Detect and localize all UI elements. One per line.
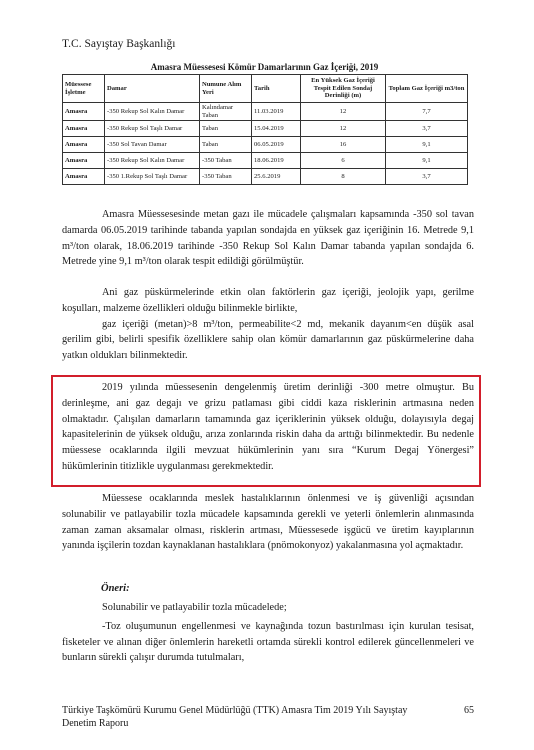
table-cell: 9,1 xyxy=(386,137,468,153)
table-cell: Amasra xyxy=(63,153,105,169)
table-cell: 15.04.2019 xyxy=(252,121,301,137)
table-cell: Taban xyxy=(200,137,252,153)
table-cell: -350 Taban xyxy=(200,153,252,169)
table-cell: Amasra xyxy=(63,103,105,121)
recommendation-heading: Öneri: xyxy=(101,583,130,594)
table-cell: -350 Rekup Sol Kalın Damar xyxy=(105,153,200,169)
table-cell: Kalındamar Taban xyxy=(200,103,252,121)
table-header-cell: Toplam Gaz İçeriği m3/ton xyxy=(386,75,468,103)
table-cell: -350 Rekup Sol Taşlı Damar xyxy=(105,121,200,137)
table-cell: 9,1 xyxy=(386,153,468,169)
table-cell: -350 1.Rekup Sol Taşlı Damar xyxy=(105,169,200,185)
table-header-cell: Numune Alım Yeri xyxy=(200,75,252,103)
page-footer xyxy=(62,704,474,730)
table-cell: Amasra xyxy=(63,169,105,185)
table-header-cell: Tarih xyxy=(252,75,301,103)
table-header-cell: Damar xyxy=(105,75,200,103)
paragraph-recommendation: Solunabilir ve patlayabilir tozla mücadelede; -Toz oluşumunun engellenmesi ve kaynağında tozun bastırılması için kurulan tesisat, fisketeler ve alınan diğer önlemlerin hareketli ortamda sürekli kontrol edilerek güncellenmeleri ve bunların sürekli çalışır durumda tutulmaları, xyxy=(62,602,474,664)
table-cell: -350 Rekup Sol Kalın Damar xyxy=(105,103,200,121)
table-cell: 3,7 xyxy=(386,169,468,185)
table-cell: 25.6.2019 xyxy=(252,169,301,185)
table-cell: -350 Sol Tavan Damar xyxy=(105,137,200,153)
table-row xyxy=(63,137,468,153)
table-header-cell: Müessese İşletme xyxy=(63,75,105,103)
table-cell: 11.03.2019 xyxy=(252,103,301,121)
table-cell: 8 xyxy=(301,169,386,185)
footer-text: Türkiye Taşkömürü Kurumu Genel Müdürlüğü (TTK) Amasra Tim 2019 Yılı Sayıştay Denetim Raporu xyxy=(62,705,408,729)
table-row xyxy=(63,103,468,121)
table-header-cell: En Yüksek Gaz İçeriği Tespit Edilen Sondaj Derinliği (m) xyxy=(301,75,386,103)
paragraph-dust-control: Müessese ocaklarında meslek hastalıklarının önlenmesi ve iş güvenliği açısından solunabilir ve patlayabilir tozla mücadele kapsamında gerekli ve yeterli önlemlerin alınmasında zaman zaman aksamalar olması, risklerin artması, Müessesede işgücü ve üretim kayıplarının yanında işçilerin tozdan kaynaklanan hastalıklara (pnömokonyoz) yakalanmasına yol açmaktadır. xyxy=(62,493,474,552)
page-number: 65 xyxy=(464,705,474,716)
paragraph-gas-outburst-factors: Ani gaz püskürmelerinde etkin olan faktörlerin gaz içeriği, jeolojik yapı, gerilme koşulları, malzeme özellikleri olduğu bilinmekle birlikte, gaz içeriği (metan)>8 m³/ton, permeabilite<2 md, mekanik dayanım<en düşük asal gerilim gibi, belirli spesifik özelliklere sahip olan kömür damarlarının gaz püskürmelerine daha yatkın oldukları bilinmektedir. xyxy=(62,287,474,362)
table-cell: 16 xyxy=(301,137,386,153)
table-row xyxy=(63,121,468,137)
table-cell: 7,7 xyxy=(386,103,468,121)
table-title: Amasra Müessesesi Kömür Damarlarının Gaz İçeriği, 2019 xyxy=(150,62,379,72)
table-cell: Amasra xyxy=(63,137,105,153)
paragraph-production-depth: 2019 yılında müessesenin dengelenmiş üretim derinliği -300 metre olmuştur. Bu derinleşme, ani gaz degajı ve grizu patlaması gibi ciddi kaza risklerinin artmasına neden olmaktadır. Çalışılan damarların tamamında gaz içeriklerinin yüksek olduğu, dolayısıyla degaj kapasitelerinin de yüksek olduğu, arıza zonlarında riskin daha da arttığı bilinmektedir. Bu nedenle müessese ocaklarında ilgili mevzuat hükümlerinin yanı sıra “Kurum Degaj Yönergesi” hükümlerinin titizlikle uygulanması gerekmektedir. xyxy=(62,382,474,472)
table-cell: -350 Taban xyxy=(200,169,252,185)
paragraph-gas-measurement: Amasra Müessesesinde metan gazı ile mücadele çalışmaları kapsamında -350 sol tavan damarda 06.05.2019 tarihinde tabanda yapılan sondajda en yüksek gaz içeriğinin 16. Metrede 9,1 m³/ton olarak, 18.06.2019 tarihinde -350 Rekup Sol Kalın Damar tabanda yapılan sondajda 6. Metrede yine 9,1 m³/ton olarak tespit edildiği görülmüştür. xyxy=(62,209,474,268)
table-row xyxy=(63,153,468,169)
table-cell: 06.05.2019 xyxy=(252,137,301,153)
table-cell: 12 xyxy=(301,103,386,121)
table-cell: 12 xyxy=(301,121,386,137)
table-row xyxy=(63,169,468,185)
table-cell: 3,7 xyxy=(386,121,468,137)
page-header: T.C. Sayıştay Başkanlığı xyxy=(62,38,176,50)
table-cell: 6 xyxy=(301,153,386,169)
gas-content-table xyxy=(62,74,468,185)
table-cell: Taban xyxy=(200,121,252,137)
table-cell: Amasra xyxy=(63,121,105,137)
table-header-row xyxy=(63,75,468,103)
table-cell: 18.06.2019 xyxy=(252,153,301,169)
